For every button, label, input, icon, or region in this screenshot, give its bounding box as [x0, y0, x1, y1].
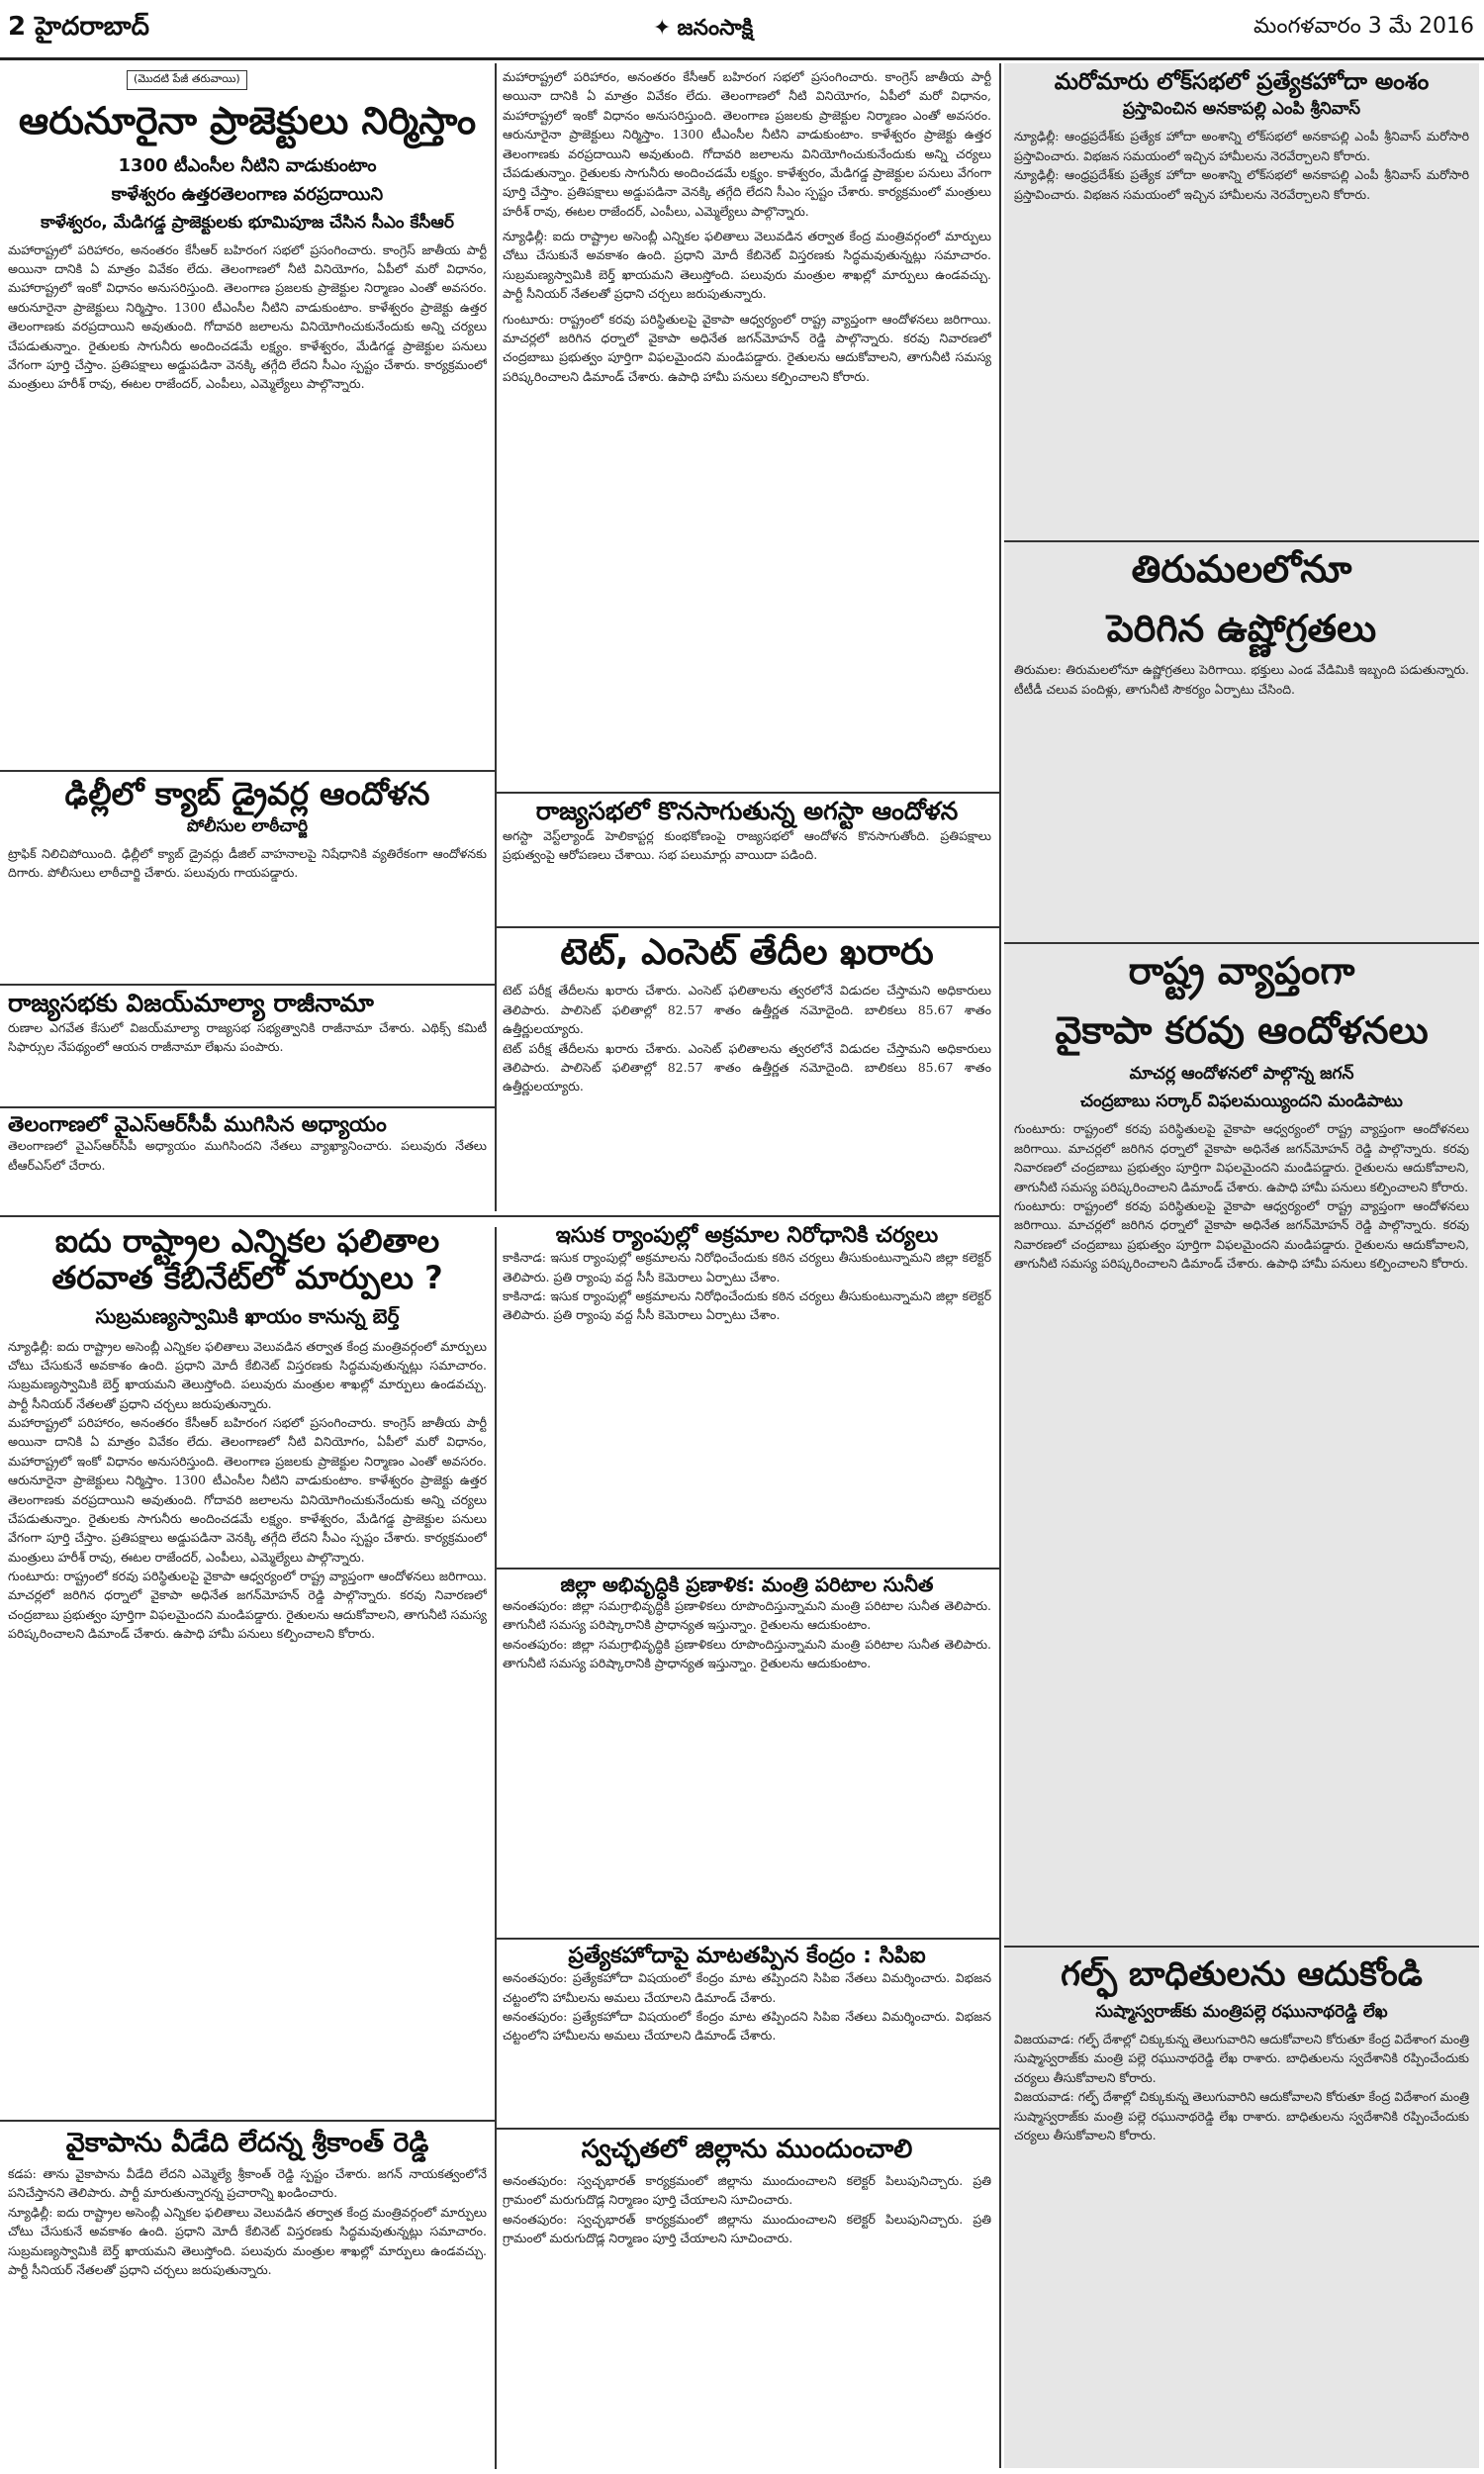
subhead: పోలీసుల లాఠీచార్జి: [186, 815, 309, 836]
article-lok-sabha: [1014, 69, 1469, 534]
article-body: కాకినాడ: ఇసుక ర్యాంపుల్లో అక్రమాలను నిరోధించేందుకు కఠిన చర్యలు తీసుకుంటున్నామని జిల్లా కలెక్టర్ తెలిపారు. ప్రతి ర్యాంపు వద్ద సీసీ కెమెరాలు ఏర్పాటు చేశాం.: [503, 1250, 991, 1285]
page-header: [0, 0, 1484, 60]
headline: తెలంగాణలో వైఎస్ఆర్‌సీపీ ముగిసిన అధ్యాయం: [8, 1112, 387, 1136]
article-body: ట్రాఫిక్ నిలిచిపోయింది. ఢిల్లీలో క్యాబ్ డ్రైవర్లు డీజిల్ వాహనాలపై నిషేధానికి వ్యతిరేకంగా ఆందోళనకు దిగారు. పోలీసులు లాఠీచార్జి చేశారు. పలువురు గాయపడ్డారు.: [8, 845, 487, 881]
article-body: గుంటూరు: రాష్ట్రంలో కరవు పరిస్థితులపై వైకాపా ఆధ్వర్యంలో రాష్ట్ర వ్యాప్తంగా ఆందోళనలు జరిగాయి. మాచర్లలో జరిగిన ధర్నాలో వైకాపా అధినేత జగన్‌మోహన్ రెడ్డి పాల్గొన్నారు. కరవు నివారణలో చంద్రబాబు ప్రభుత్వం పూర్తిగా విఫలమైందని మండిపడ్డారు. రైతులను ఆదుకోవాలని, తాగునీటి సమస్య పరిష్కరించాలని డిమాండ్ చేశారు. ఉపాధి హామీ పనులు కల్పించాలని కోరారు.: [1014, 1197, 1469, 1271]
headline: పెరిగిన ఉష్ణోగ్రతలు: [1106, 606, 1377, 650]
section-rule: [0, 1106, 495, 1108]
article-body: మహారాష్ట్రలో పరిహారం, అనంతరం కేసీఆర్ బహిరంగ సభలో ప్రసంగించారు. కాంగ్రెస్ జాతీయ పార్టీ అయినా దానికి ఏ మాత్రం వివేకం లేదు. తెలంగాణలో నీటి వినియోగం, ఏపీలో మరో విధానం, మహారాష్ట్రలో ఇంకో విధానం అనుసరిస్తుంది. తెలంగాణ ప్రజలకు ప్రాజెక్టుల నిర్మాణం ఎంతో అవసరం. ఆరునూరైనా ప్రాజెక్టులు నిర్మిస్తాం. 1300 టీఎంసీల నీటిని వాడుకుంటాం. కాళేశ్వరం ప్రాజెక్టు ఉత్తర తెలంగాణకు వరప్రదాయిని అవుతుంది. గోదావరి జలాలను వినియోగించుకునేందుకు అన్ని చర్యలు చేపడుతున్నాం. రైతులకు సాగునీరు అందించడమే లక్ష్యం. కాళేశ్వరం, మేడిగడ్డ ప్రాజెక్టుల పనులు వేగంగా పూర్తి చేస్తాం. ప్రతిపక్షాలు అడ్డుపడినా వెనక్కి తగ్గేది లేదని సీఎం స్పష్టం చేశారు. కార్యక్రమంలో మంత్రులు హరీశ్ రావు, ఈటల రాజేందర్, ఎంపీలు, ఎమ్మెల్యేలు పాల్గొన్నారు.: [8, 241, 487, 392]
continued-tag: (మొదటి పేజీ తరువాయి): [127, 70, 247, 90]
article-continuation: [503, 67, 991, 790]
article-body: విజయవాడ: గల్ఫ్ దేశాల్లో చిక్కుకున్న తెలుగువారిని ఆదుకోవాలని కోరుతూ కేంద్ర విదేశాంగ మంత్రి సుష్మాస్వరాజ్‌కు మంత్రి పల్లె రఘునాథరెడ్డి లేఖ రాశారు. బాధితులను స్వదేశానికి రప్పించేందుకు చర్యలు తీసుకోవాలని కోరారు.: [1014, 2089, 1469, 2142]
headline: గల్ఫ్ బాధితులను ఆదుకోండి: [1061, 1955, 1423, 1994]
article-tet-eamcet: [503, 932, 991, 1211]
section-rule: [495, 926, 999, 928]
article-body: రుణాల ఎగవేత కేసులో విజయ్‌మాల్యా రాజ్యసభ సభ్యత్వానికి రాజీనామా చేశారు. ఎథిక్స్ కమిటీ సిఫార్సుల నేపథ్యంలో ఆయన రాజీనామా లేఖను పంపారు.: [8, 1019, 487, 1055]
newspaper-logo: ✦ జనంసాక్షి: [653, 16, 754, 41]
article-projects: [8, 67, 487, 770]
headline: స్వచ్ఛతలో జిల్లాను ముందుంచాలి: [581, 2136, 913, 2164]
article-body: న్యూఢిల్లీ: ఆంధ్రప్రదేశ్‌కు ప్రత్యేక హోదా అంశాన్ని లోక్‌సభలో అనకాపల్లి ఎంపీ శ్రీనివాస్ మరోసారి ప్రస్తావించారు. విభజన సమయంలో ఇచ్చిన హామీలను నెరవేర్చాలని కోరారు.: [1014, 167, 1469, 202]
article-body: న్యూఢిల్లీ: ఐదు రాష్ట్రాల అసెంబ్లీ ఎన్నికల ఫలితాలు వెలువడిన తర్వాత కేంద్ర మంత్రివర్గంలో మార్పులు చోటు చేసుకునే అవకాశం ఉంది. ప్రధాని మోదీ కేబినెట్ విస్తరణకు సిద్ధమవుతున్నట్లు సమాచారం. సుబ్రమణ్యస్వామికి బెర్త్ ఖాయమని తెలుస్తోంది. పలువురు మంత్రుల శాఖల్లో మార్పులు ఉండవచ్చు. పార్టీ సీనియర్ నేతలతో ప్రధాని చర్చలు జరుపుతున్నారు.: [8, 1338, 487, 1411]
subhead: ప్రస్తావించిన అనకాపల్లి ఎంపి శ్రీనివాస్: [1122, 99, 1361, 120]
article-body: కడప: తాను వైకాపాను వీడేది లేదని ఎమ్మెల్యే శ్రీకాంత్ రెడ్డి స్పష్టం చేశారు. జగన్ నాయకత్వంలోనే పనిచేస్తానని తెలిపారు. పార్టీ మారుతున్నారన్న ప్రచారాన్ని ఖండించారు.: [8, 2166, 487, 2201]
article-body: న్యూఢిల్లీ: ఆంధ్రప్రదేశ్‌కు ప్రత్యేక హోదా అంశాన్ని లోక్‌సభలో అనకాపల్లి ఎంపీ శ్రీనివాస్ మరోసారి ప్రస్తావించారు. విభజన సమయంలో ఇచ్చిన హామీలను నెరవేర్చాలని కోరారు.: [1014, 129, 1469, 163]
article-body: న్యూఢిల్లీ: ఐదు రాష్ట్రాల అసెంబ్లీ ఎన్నికల ఫలితాలు వెలువడిన తర్వాత కేంద్ర మంత్రివర్గంలో మార్పులు చోటు చేసుకునే అవకాశం ఉంది. ప్రధాని మోదీ కేబినెట్ విస్తరణకు సిద్ధమవుతున్నట్లు సమాచారం. సుబ్రమణ్యస్వామికి బెర్త్ ఖాయమని తెలుస్తోంది. పలువురు మంత్రుల శాఖల్లో మార్పులు ఉండవచ్చు. పార్టీ సీనియర్ నేతలతో ప్రధాని చర్చలు జరుపుతున్నారు.: [503, 229, 991, 302]
headline: రాజ్యసభలో కొనసాగుతున్న అగస్టా ఆందోళన: [535, 798, 959, 825]
right-sidebar: [1004, 63, 1479, 2468]
column-rule: [495, 63, 497, 1211]
article-body: అనంతపురం: జిల్లా సమగ్రాభివృద్ధికి ప్రణాళికలు రూపొందిస్తున్నామని మంత్రి పరిటాల సునీత తెలిపారు. తాగునీటి సమస్య పరిష్కారానికి ప్రాధాన్యత ఇస్తున్నాం. రైతులను ఆదుకుంటాం.: [503, 1636, 991, 1671]
headline: తిరుమలలోనూ: [1131, 548, 1352, 591]
subhead: కాళేశ్వరం ఉత్తరతెలంగాణ వరప్రదాయిని: [111, 183, 384, 205]
article-body: అనంతపురం: ప్రత్యేకహోదా విషయంలో కేంద్రం మాట తప్పిందని సిపిఐ నేతలు విమర్శించారు. విభజన చట్టంలోని హామీలను అమలు చేయాలని డిమాండ్ చేశారు.: [503, 1970, 991, 2005]
logo-icon: ✦: [653, 16, 672, 41]
section-rule: [1004, 540, 1479, 542]
subhead: 1300 టీఎంసీల నీటిని వాడుకుంటాం: [118, 154, 377, 176]
article-body: మహారాష్ట్రలో పరిహారం, అనంతరం కేసీఆర్ బహిరంగ సభలో ప్రసంగించారు. కాంగ్రెస్ జాతీయ పార్టీ అయినా దానికి ఏ మాత్రం వివేకం లేదు. తెలంగాణలో నీటి వినియోగం, ఏపీలో మరో విధానం, మహారాష్ట్రలో ఇంకో విధానం అనుసరిస్తుంది. తెలంగాణ ప్రజలకు ప్రాజెక్టుల నిర్మాణం ఎంతో అవసరం. ఆరునూరైనా ప్రాజెక్టులు నిర్మిస్తాం. 1300 టీఎంసీల నీటిని వాడుకుంటాం. కాళేశ్వరం ప్రాజెక్టు ఉత్తర తెలంగాణకు వరప్రదాయిని అవుతుంది. గోదావరి జలాలను వినియోగించుకునేందుకు అన్ని చర్యలు చేపడుతున్నాం. రైతులకు సాగునీరు అందించడమే లక్ష్యం. కాళేశ్వరం, మేడిగడ్డ ప్రాజెక్టుల పనులు వేగంగా పూర్తి చేస్తాం. ప్రతిపక్షాలు అడ్డుపడినా వెనక్కి తగ్గేది లేదని సీఎం స్పష్టం చేశారు. కార్యక్రమంలో మంత్రులు హరీశ్ రావు, ఈటల రాజేందర్, ఎంపీలు, ఎమ్మెల్యేలు పాల్గొన్నారు.: [503, 69, 991, 219]
article-body: గుంటూరు: రాష్ట్రంలో కరవు పరిస్థితులపై వైకాపా ఆధ్వర్యంలో రాష్ట్ర వ్యాప్తంగా ఆందోళనలు జరిగాయి. మాచర్లలో జరిగిన ధర్నాలో వైకాపా అధినేత జగన్‌మోహన్ రెడ్డి పాల్గొన్నారు. కరవు నివారణలో చంద్రబాబు ప్రభుత్వం పూర్తిగా విఫలమైందని మండిపడ్డారు. రైతులను ఆదుకోవాలని, తాగునీటి సమస్య పరిష్కరించాలని డిమాండ్ చేశారు. ఉపాధి హామీ పనులు కల్పించాలని కోరారు.: [1014, 1121, 1469, 1194]
article-body: తెలంగాణలో వైఎస్ఆర్‌సీపీ అధ్యాయం ముగిసిందని నేతలు వ్యాఖ్యానించారు. పలువురు నేతలు టీఆర్ఎస్‌లో చేరారు.: [8, 1138, 487, 1173]
headline: రాష్ట్ర వ్యాప్తంగా: [1128, 950, 1355, 993]
headline: రాజ్యసభకు విజయ్‌మాల్యా రాజీనామా: [8, 990, 374, 1017]
article-body: విజయవాడ: గల్ఫ్ దేశాల్లో చిక్కుకున్న తెలుగువారిని ఆదుకోవాలని కోరుతూ కేంద్ర విదేశాంగ మంత్రి సుష్మాస్వరాజ్‌కు మంత్రి పల్లె రఘునాథరెడ్డి లేఖ రాశారు. బాధితులను స్వదేశానికి రప్పించేందుకు చర్యలు తీసుకోవాలని కోరారు.: [1014, 2032, 1469, 2085]
article-body: న్యూఢిల్లీ: ఐదు రాష్ట్రాల అసెంబ్లీ ఎన్నికల ఫలితాలు వెలువడిన తర్వాత కేంద్ర మంత్రివర్గంలో మార్పులు చోటు చేసుకునే అవకాశం ఉంది. ప్రధాని మోదీ కేబినెట్ విస్తరణకు సిద్ధమవుతున్నట్లు సమాచారం. సుబ్రమణ్యస్వామికి బెర్త్ ఖాయమని తెలుస్తోంది. పలువురు మంత్రుల శాఖల్లో మార్పులు ఉండవచ్చు. పార్టీ సీనియర్ నేతలతో ప్రధాని చర్చలు జరుపుతున్నారు.: [8, 2204, 487, 2277]
article-ysrcp-telangana: [8, 1112, 487, 1211]
headline: ప్రత్యేకహోదాపై మాటతప్పిన కేంద్రం : సిపిఐ: [568, 1944, 926, 1968]
article-sand-ramps: [503, 1223, 991, 1381]
section-rule: [0, 770, 495, 772]
headline: టెట్, ఎంసెట్ తేదీల ఖరారు: [560, 932, 934, 973]
section-rule: [495, 1568, 999, 1570]
article-ysrcp-drought: [1014, 950, 1469, 1940]
headline: ఆరునూరైనా ప్రాజెక్టులు నిర్మిస్తాం: [18, 99, 477, 143]
article-gulf-victims: [1014, 1955, 1469, 2460]
headline: వైకాపా కరవు ఆందోళనలు: [1055, 1007, 1429, 1052]
article-agusta: [503, 798, 991, 926]
headline: ఢిల్లీలో క్యాబ్ డ్రైవర్ల ఆందోళన: [64, 776, 430, 812]
column-rule: [495, 1227, 497, 2469]
section-rule: [1004, 942, 1479, 944]
issue-date: మంగళవారం 3 మే 2016: [1253, 14, 1474, 39]
article-cabinet: [8, 1223, 487, 2114]
article-body: అగస్టా వెస్ట్‌ల్యాండ్ హెలికాప్టర్ల కుంభకోణంపై రాజ్యసభలో ఆందోళన కొనసాగుతోంది. ప్రతిపక్షాలు ప్రభుత్వంపై ఆరోపణలు చేశాయి. సభ పలుమార్లు వాయిదా పడింది.: [503, 827, 991, 863]
subhead: సుబ్రమణ్యస్వామికి ఖాయం కానున్న బెర్త్: [95, 1303, 400, 1328]
section-rule: [1004, 1946, 1479, 1948]
article-srikanth-reddy: [8, 2128, 487, 2464]
section-rule: [495, 1938, 999, 1940]
article-body: టెట్ పరీక్ష తేదీలను ఖరారు చేశారు. ఎంసెట్ ఫలితాలను త్వరలోనే విడుదల చేస్తామని అధికారులు తెలిపారు. పాలిసెట్ ఫలితాల్లో 82.57 శాతం ఉత్తీర్ణత నమోదైంది. బాలికలు 85.67 శాతం ఉత్తీర్ణులయ్యారు.: [503, 983, 991, 1037]
section-rule: [0, 1215, 999, 1217]
article-swachhata: [503, 2136, 991, 2462]
article-body: అనంతపురం: జిల్లా సమగ్రాభివృద్ధికి ప్రణాళికలు రూపొందిస్తున్నామని మంత్రి పరిటాల సునీత తెలిపారు. తాగునీటి సమస్య పరిష్కారానికి ప్రాధాన్యత ఇస్తున్నాం. రైతులను ఆదుకుంటాం.: [503, 1598, 991, 1633]
article-body: గుంటూరు: రాష్ట్రంలో కరవు పరిస్థితులపై వైకాపా ఆధ్వర్యంలో రాష్ట్ర వ్యాప్తంగా ఆందోళనలు జరిగాయి. మాచర్లలో జరిగిన ధర్నాలో వైకాపా అధినేత జగన్‌మోహన్ రెడ్డి పాల్గొన్నారు. కరవు నివారణలో చంద్రబాబు ప్రభుత్వం పూర్తిగా విఫలమైందని మండిపడ్డారు. రైతులను ఆదుకోవాలని, తాగునీటి సమస్య పరిష్కరించాలని డిమాండ్ చేశారు. ఉపాధి హామీ పనులు కల్పించాలని కోరారు.: [503, 311, 991, 384]
section-rule: [495, 2128, 999, 2130]
subhead: కాళేశ్వరం, మేడిగడ్డ ప్రాజెక్టులకు భూమిపూజ చేసిన సీఎం కేసీఆర్: [41, 212, 454, 233]
article-body: అనంతపురం: ప్రత్యేకహోదా విషయంలో కేంద్రం మాట తప్పిందని సిపిఐ నేతలు విమర్శించారు. విభజన చట్టంలోని హామీలను అమలు చేయాలని డిమాండ్ చేశారు.: [503, 2009, 991, 2044]
section-rule: [0, 2120, 495, 2122]
article-body: గుంటూరు: రాష్ట్రంలో కరవు పరిస్థితులపై వైకాపా ఆధ్వర్యంలో రాష్ట్ర వ్యాప్తంగా ఆందోళనలు జరిగాయి. మాచర్లలో జరిగిన ధర్నాలో వైకాపా అధినేత జగన్‌మోహన్ రెడ్డి పాల్గొన్నారు. కరవు నివారణలో చంద్రబాబు ప్రభుత్వం పూర్తిగా విఫలమైందని మండిపడ్డారు. రైతులను ఆదుకోవాలని, తాగునీటి సమస్య పరిష్కరించాలని డిమాండ్ చేశారు. ఉపాధి హామీ పనులు కల్పించాలని కోరారు.: [8, 1569, 487, 1642]
page-label: 2 హైదరాబాద్: [8, 12, 149, 42]
article-tirumala: [1014, 548, 1469, 934]
column-rule: [999, 63, 1001, 2468]
subhead: మాచర్ల ఆందోళనలో పాల్గొన్న జగన్: [1129, 1064, 1354, 1085]
article-mallya: [8, 990, 487, 1106]
section-rule: [0, 984, 495, 986]
section-rule: [495, 792, 999, 794]
article-district-plan: [503, 1573, 991, 1870]
subhead: సుష్మాస్వరాజ్‌కు మంత్రిపల్లె రఘునాథరెడ్డి లేఖ: [1095, 2002, 1388, 2023]
headline: ఐదు రాష్ట్రాల ఎన్నికల ఫలితాల తరవాత కేబినేట్‌లో మార్పులు ?: [51, 1223, 443, 1296]
article-body: కాకినాడ: ఇసుక ర్యాంపుల్లో అక్రమాలను నిరోధించేందుకు కఠిన చర్యలు తీసుకుంటున్నామని జిల్లా కలెక్టర్ తెలిపారు. ప్రతి ర్యాంపు వద్ద సీసీ కెమెరాలు ఏర్పాటు చేశాం.: [503, 1288, 991, 1323]
article-body: టెట్ పరీక్ష తేదీలను ఖరారు చేశారు. ఎంసెట్ ఫలితాలను త్వరలోనే విడుదల చేస్తామని అధికారులు తెలిపారు. పాలిసెట్ ఫలితాల్లో 82.57 శాతం ఉత్తీర్ణత నమోదైంది. బాలికలు 85.67 శాతం ఉత్తీర్ణులయ్యారు.: [503, 1040, 991, 1094]
article-body: మహారాష్ట్రలో పరిహారం, అనంతరం కేసీఆర్ బహిరంగ సభలో ప్రసంగించారు. కాంగ్రెస్ జాతీయ పార్టీ అయినా దానికి ఏ మాత్రం వివేకం లేదు. తెలంగాణలో నీటి వినియోగం, ఏపీలో మరో విధానం, మహారాష్ట్రలో ఇంకో విధానం అనుసరిస్తుంది. తెలంగాణ ప్రజలకు ప్రాజెక్టుల నిర్మాణం ఎంతో అవసరం. ఆరునూరైనా ప్రాజెక్టులు నిర్మిస్తాం. 1300 టీఎంసీల నీటిని వాడుకుంటాం. కాళేశ్వరం ప్రాజెక్టు ఉత్తర తెలంగాణకు వరప్రదాయిని అవుతుంది. గోదావరి జలాలను వినియోగించుకునేందుకు అన్ని చర్యలు చేపడుతున్నాం. రైతులకు సాగునీరు అందించడమే లక్ష్యం. కాళేశ్వరం, మేడిగడ్డ ప్రాజెక్టుల పనులు వేగంగా పూర్తి చేస్తాం. ప్రతిపక్షాలు అడ్డుపడినా వెనక్కి తగ్గేది లేదని సీఎం స్పష్టం చేశారు. కార్యక్రమంలో మంత్రులు హరీశ్ రావు, ఈటల రాజేందర్, ఎంపీలు, ఎమ్మెల్యేలు పాల్గొన్నారు.: [8, 1415, 487, 1565]
article-special-status-cpi: [503, 1944, 991, 2122]
headline: జిల్లా అభివృద్ధికి ప్రణాళిక: మంత్రి పరిటాల సునీత: [560, 1573, 934, 1596]
headline: వైకాపాను వీడేది లేదన్న శ్రీకాంత్ రెడ్డి: [65, 2128, 429, 2158]
article-body: తిరుమల: తిరుమలలోనూ ఉష్ణోగ్రతలు పెరిగాయి. భక్తులు ఎండ వేడిమికి ఇబ్బంది పడుతున్నారు. టీటీడీ చలువ పందిళ్లు, తాగునీటి సౌకర్యం ఏర్పాటు చేసింది.: [1014, 662, 1469, 697]
headline: మరోమారు లోక్‌సభలో ప్రత్యేకహోదా అంశం: [1054, 69, 1430, 95]
subhead: చంద్రబాబు సర్కార్ విఫలమయ్యిందని మండిపాటు: [1080, 1092, 1403, 1112]
article-body: అనంతపురం: స్వచ్ఛభారత్ కార్యక్రమంలో జిల్లాను ముందుంచాలని కలెక్టర్ పిలుపునిచ్చారు. ప్రతి గ్రామంలో మరుగుదొడ్ల నిర్మాణం పూర్తి చేయాలని సూచించారు.: [503, 2211, 991, 2246]
article-body: అనంతపురం: స్వచ్ఛభారత్ కార్యక్రమంలో జిల్లాను ముందుంచాలని కలెక్టర్ పిలుపునిచ్చారు. ప్రతి గ్రామంలో మరుగుదొడ్ల నిర్మాణం పూర్తి చేయాలని సూచించారు.: [503, 2172, 991, 2208]
article-cab-drivers: [8, 776, 487, 984]
headline: ఇసుక ర్యాంపుల్లో అక్రమాల నిరోధానికి చర్యలు: [555, 1223, 939, 1248]
